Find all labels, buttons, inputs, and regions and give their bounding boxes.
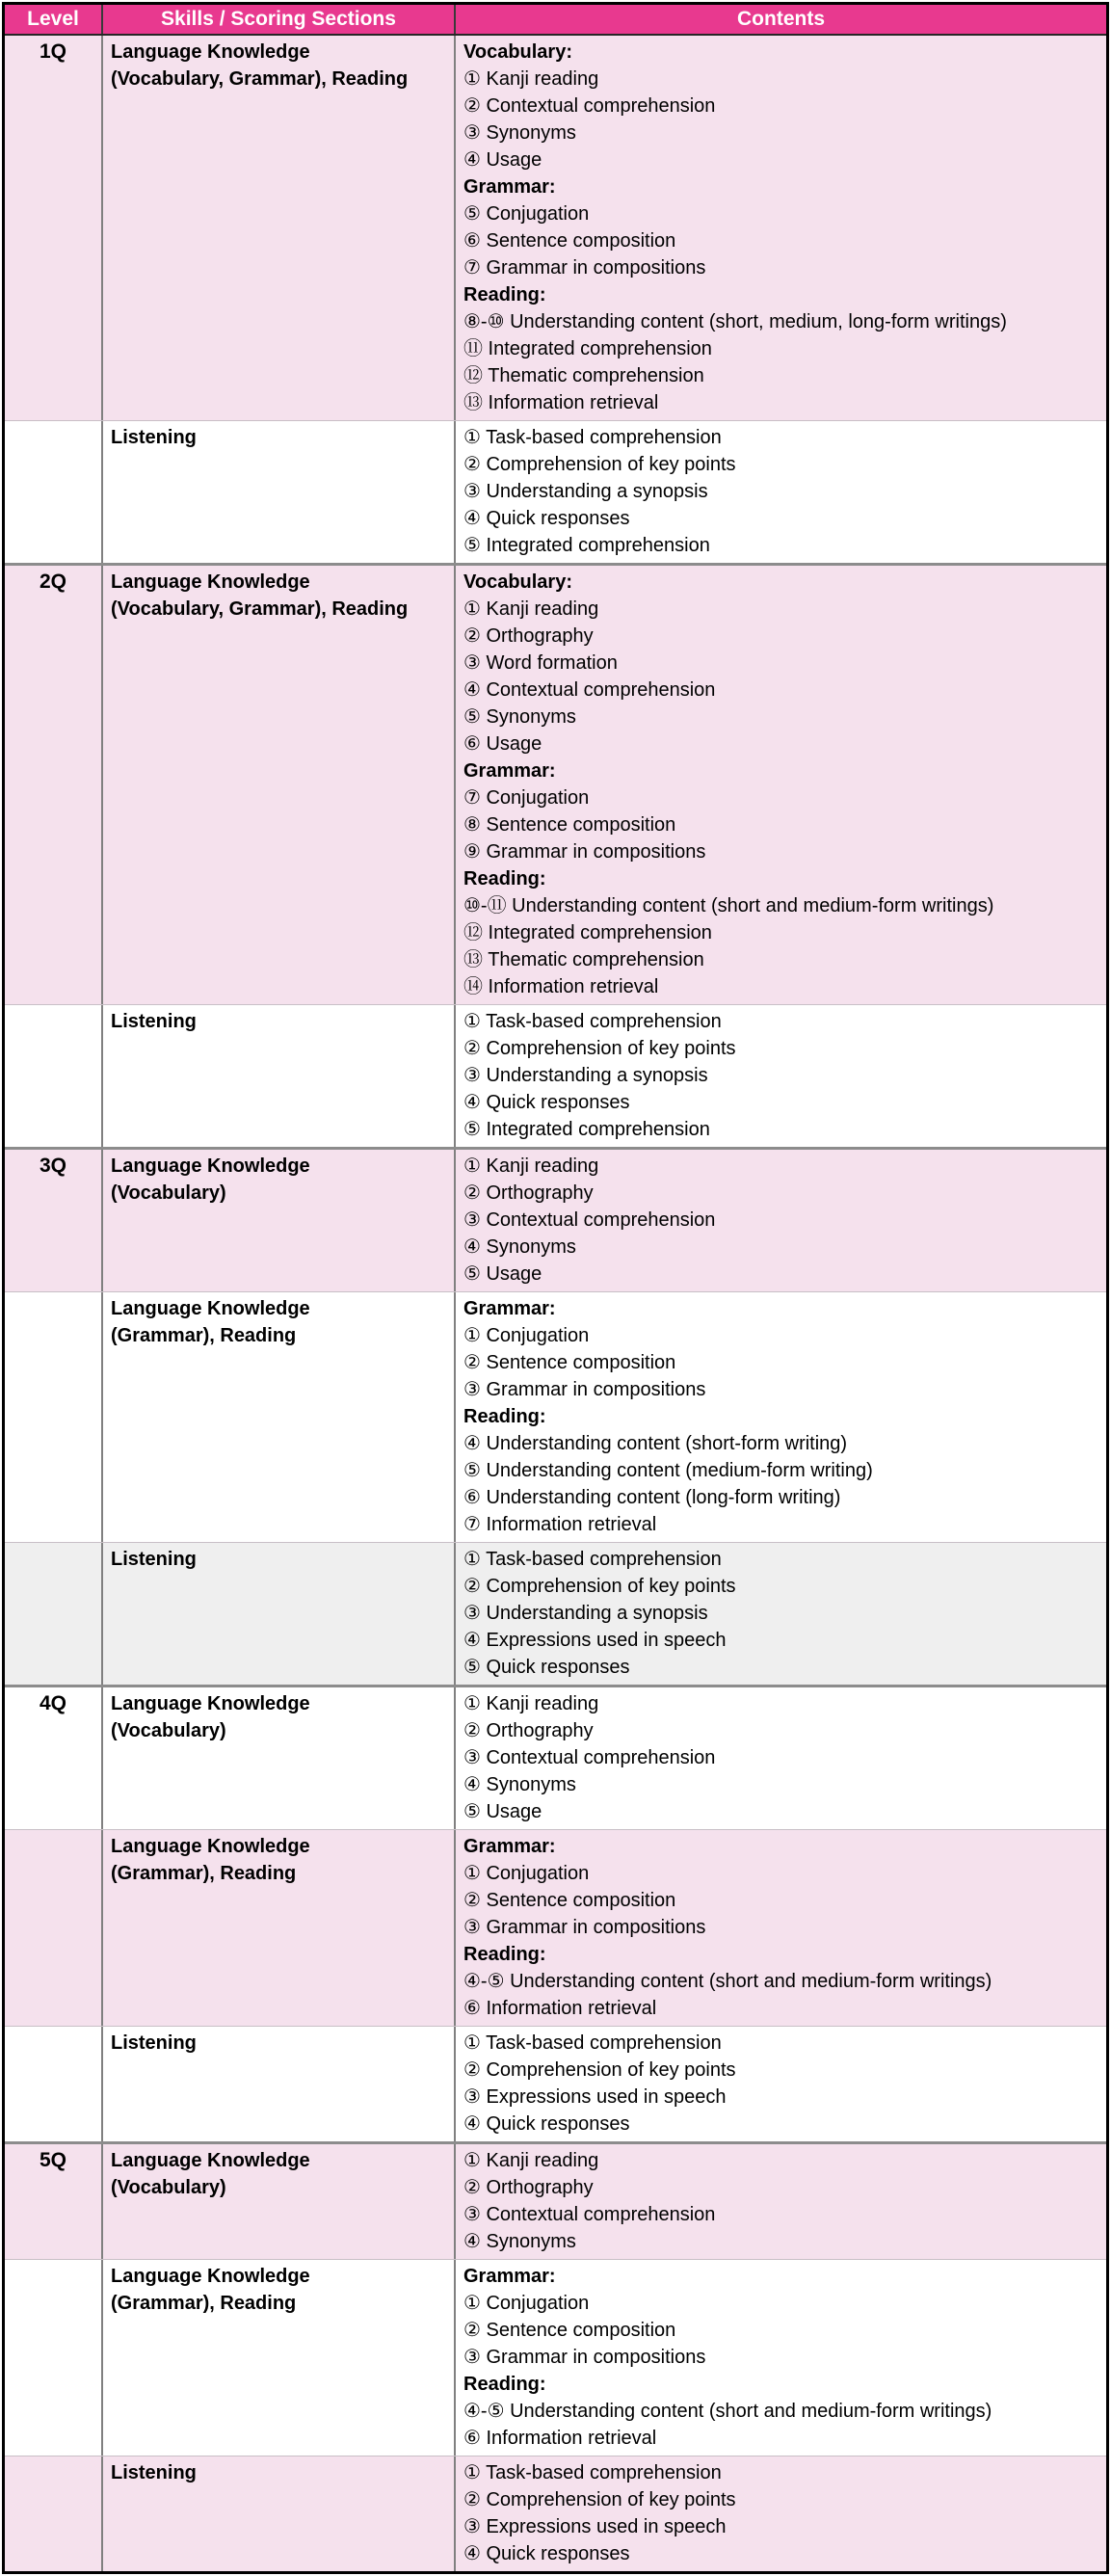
contents-cell (454, 1150, 1106, 1291)
content-line: ⑤ Usage (463, 1263, 542, 1285)
content-line: ④-⑤ Understanding content (short and medium-form writings) (463, 2401, 992, 2422)
section-row (5, 1150, 1106, 1291)
skill-label-line: Language Knowledge (111, 1836, 310, 1857)
skill-label-line: Listening (111, 2032, 197, 2054)
skills-cell (101, 1005, 454, 1147)
content-line: ③ Understanding a synopsis (463, 1065, 708, 1086)
level-label: 3Q (39, 1155, 66, 1177)
skill-label-line: (Grammar), Reading (111, 1325, 297, 1346)
content-line: ① Kanji reading (463, 1155, 599, 1177)
header-level: Level (27, 8, 79, 30)
section-row (5, 1687, 1106, 1829)
content-line: ⑥ Sentence composition (463, 230, 676, 252)
section-row (5, 1004, 1106, 1147)
content-category-label: Vocabulary: (463, 571, 572, 593)
section-row (5, 2456, 1106, 2571)
content-line: ② Contextual comprehension (463, 95, 716, 117)
skill-label-line: (Grammar), Reading (111, 2293, 297, 2314)
content-line: ④ Quick responses (463, 2113, 630, 2135)
skill-label-line: Listening (111, 427, 197, 448)
level-group-4q (5, 1685, 1106, 2141)
content-line: ④ Synonyms (463, 1774, 576, 1795)
content-category-label: Vocabulary: (463, 41, 572, 63)
content-line: ① Kanji reading (463, 1693, 599, 1714)
content-line: ③ Grammar in compositions (463, 1917, 706, 1938)
content-line: ④ Understanding content (short-form writing) (463, 1433, 848, 1454)
section-row (5, 420, 1106, 563)
content-category-label: Grammar: (463, 1298, 556, 1319)
content-line: ① Conjugation (463, 1863, 590, 1884)
contents-cell (454, 2456, 1106, 2571)
content-line: ⑤ Integrated comprehension (463, 535, 710, 556)
skill-label-line: Language Knowledge (111, 1155, 310, 1177)
level-cell (5, 566, 101, 1004)
content-line: ① Task-based comprehension (463, 2032, 722, 2054)
contents-cell (454, 36, 1106, 420)
content-category-label: Reading: (463, 1406, 546, 1427)
level-cell (5, 1687, 101, 1829)
contents-cell (454, 1830, 1106, 2026)
section-row (5, 36, 1106, 420)
content-line: ⑦ Information retrieval (463, 1514, 657, 1535)
section-row (5, 2144, 1106, 2259)
content-line: ② Orthography (463, 2177, 594, 2198)
content-line: ④-⑤ Understanding content (short and medium-form writings) (463, 1971, 992, 1992)
contents-cell (454, 1292, 1106, 1542)
content-line: ③ Understanding a synopsis (463, 1603, 708, 1624)
content-line: ⑤ Synonyms (463, 706, 576, 728)
table-body (5, 36, 1106, 2571)
skill-label-line: (Vocabulary) (111, 1182, 226, 1204)
content-category-label: Grammar: (463, 2266, 556, 2287)
content-line: ⑤ Understanding content (medium-form writing) (463, 1460, 873, 1481)
contents-cell (454, 1005, 1106, 1147)
content-line: ③ Grammar in compositions (463, 2347, 706, 2368)
content-line: ③ Contextual comprehension (463, 1747, 716, 1768)
contents-cell (454, 421, 1106, 563)
level-cell (5, 1005, 101, 1147)
section-row (5, 2259, 1106, 2456)
skills-cell (101, 1150, 454, 1291)
level-cell (5, 36, 101, 420)
content-line: ② Orthography (463, 1182, 594, 1204)
level-cell (5, 2144, 101, 2259)
content-line: ① Conjugation (463, 1325, 590, 1346)
content-line: ④ Expressions used in speech (463, 1630, 727, 1651)
content-line: ① Kanji reading (463, 68, 599, 90)
content-line: ③ Contextual comprehension (463, 2204, 716, 2225)
content-line: ④ Synonyms (463, 2231, 576, 2252)
content-line: ③ Synonyms (463, 122, 576, 144)
content-line: ① Kanji reading (463, 2150, 599, 2171)
level-label: 2Q (39, 571, 66, 593)
content-line: ② Comprehension of key points (463, 454, 736, 475)
skills-cell (101, 2260, 454, 2456)
skills-cell (101, 1687, 454, 1829)
content-line: ① Task-based comprehension (463, 1549, 722, 1570)
skill-label-line: (Vocabulary) (111, 1720, 226, 1741)
skill-label-line: Listening (111, 2462, 197, 2483)
content-line: ① Task-based comprehension (463, 2462, 722, 2483)
content-line: ⑦ Conjugation (463, 787, 590, 809)
content-category-label: Reading: (463, 1944, 546, 1965)
skill-label-line: Listening (111, 1549, 197, 1570)
content-line: ① Kanji reading (463, 598, 599, 620)
content-line: ⑬ Thematic comprehension (463, 949, 704, 970)
content-line: ③ Grammar in compositions (463, 1379, 706, 1400)
skills-cell (101, 36, 454, 420)
content-line: ④ Synonyms (463, 1236, 576, 1258)
skill-label-line: (Vocabulary, Grammar), Reading (111, 598, 409, 620)
level-cell (5, 2027, 101, 2141)
content-line: ④ Contextual comprehension (463, 679, 716, 701)
skills-cell (101, 421, 454, 563)
content-line: ⑪ Integrated comprehension (463, 338, 712, 359)
content-line: ① Conjugation (463, 2293, 590, 2314)
content-category-label: Grammar: (463, 760, 556, 782)
content-line: ③ Contextual comprehension (463, 1209, 716, 1231)
content-line: ⑫ Integrated comprehension (463, 922, 712, 943)
contents-cell (454, 566, 1106, 1004)
content-line: ④ Quick responses (463, 508, 630, 529)
level-group-2q (5, 563, 1106, 1147)
level-label: 5Q (39, 2149, 66, 2171)
section-row (5, 1829, 1106, 2026)
level-cell (5, 1830, 101, 2026)
content-line: ⑬ Information retrieval (463, 392, 659, 413)
content-category-label: Grammar: (463, 176, 556, 198)
content-line: ⑥ Usage (463, 733, 542, 755)
section-row (5, 566, 1106, 1004)
content-line: ② Sentence composition (463, 1890, 676, 1911)
content-line: ④ Quick responses (463, 1092, 630, 1113)
skills-cell (101, 2027, 454, 2141)
section-row (5, 2026, 1106, 2141)
content-line: ② Sentence composition (463, 1352, 676, 1373)
skills-cell (101, 2144, 454, 2259)
content-line: ⑥ Understanding content (long-form writing) (463, 1487, 841, 1508)
skills-cell (101, 566, 454, 1004)
level-group-1q (5, 36, 1106, 563)
content-line: ⑥ Information retrieval (463, 2428, 657, 2449)
skill-label-line: Language Knowledge (111, 2266, 310, 2287)
header-contents: Contents (454, 5, 1106, 34)
level-cell (5, 2456, 101, 2571)
content-line: ② Comprehension of key points (463, 1038, 736, 1059)
jlpt-sections-table (2, 2, 1109, 2574)
skill-label-line: Language Knowledge (111, 2150, 310, 2171)
content-line: ① Task-based comprehension (463, 427, 722, 448)
contents-cell (454, 2260, 1106, 2456)
content-line: ⑤ Conjugation (463, 203, 590, 225)
content-line: ③ Word formation (463, 652, 618, 674)
table-header-row (5, 5, 1106, 36)
level-label: 1Q (39, 40, 66, 63)
content-line: ⑭ Information retrieval (463, 976, 659, 997)
content-line: ⑤ Quick responses (463, 1657, 630, 1678)
section-row (5, 1542, 1106, 1685)
level-cell (5, 421, 101, 563)
content-line: ② Orthography (463, 1720, 594, 1741)
content-category-label: Reading: (463, 284, 546, 305)
level-cell (5, 1543, 101, 1685)
content-line: ② Sentence composition (463, 2320, 676, 2341)
contents-cell (454, 2144, 1106, 2259)
content-line: ③ Understanding a synopsis (463, 481, 708, 502)
skills-cell (101, 1292, 454, 1542)
header-skills-scoring-sections: Skills / Scoring Sections (101, 5, 454, 34)
content-line: ⑥ Information retrieval (463, 1998, 657, 2019)
level-group-5q (5, 2141, 1106, 2571)
content-line: ④ Usage (463, 149, 542, 171)
content-line: ② Comprehension of key points (463, 2059, 736, 2081)
section-row (5, 1291, 1106, 1542)
content-line: ③ Expressions used in speech (463, 2516, 727, 2537)
content-line: ⑧ Sentence composition (463, 814, 676, 836)
content-line: ⑧-⑩ Understanding content (short, medium, long-form writings) (463, 311, 1007, 332)
level-group-3q (5, 1147, 1106, 1685)
skill-label-line: (Vocabulary, Grammar), Reading (111, 68, 409, 90)
skills-cell (101, 1830, 454, 2026)
skill-label-line: (Grammar), Reading (111, 1863, 297, 1884)
content-line: ⑫ Thematic comprehension (463, 365, 704, 386)
level-cell (5, 1150, 101, 1291)
content-line: ⑤ Usage (463, 1801, 542, 1822)
skill-label-line: Language Knowledge (111, 41, 310, 63)
skill-label-line: Language Knowledge (111, 1298, 310, 1319)
content-line: ① Task-based comprehension (463, 1011, 722, 1032)
content-line: ⑩-⑪ Understanding content (short and medium-form writings) (463, 895, 994, 916)
content-line: ⑤ Integrated comprehension (463, 1119, 710, 1140)
content-line: ② Comprehension of key points (463, 2489, 736, 2510)
skill-label-line: Listening (111, 1011, 197, 1032)
contents-cell (454, 2027, 1106, 2141)
level-cell (5, 2260, 101, 2456)
skills-cell (101, 1543, 454, 1685)
level-label: 4Q (39, 1692, 66, 1714)
content-category-label: Grammar: (463, 1836, 556, 1857)
content-line: ② Comprehension of key points (463, 1576, 736, 1597)
skill-label-line: Language Knowledge (111, 1693, 310, 1714)
content-category-label: Reading: (463, 868, 546, 890)
skills-cell (101, 2456, 454, 2571)
content-line: ⑨ Grammar in compositions (463, 841, 706, 863)
contents-cell (454, 1543, 1106, 1685)
skill-label-line: (Vocabulary) (111, 2177, 226, 2198)
content-line: ⑦ Grammar in compositions (463, 257, 706, 279)
content-line: ② Orthography (463, 625, 594, 647)
contents-cell (454, 1687, 1106, 1829)
content-line: ④ Quick responses (463, 2543, 630, 2564)
content-category-label: Reading: (463, 2374, 546, 2395)
level-cell (5, 1292, 101, 1542)
content-line: ③ Expressions used in speech (463, 2086, 727, 2108)
skill-label-line: Language Knowledge (111, 571, 310, 593)
